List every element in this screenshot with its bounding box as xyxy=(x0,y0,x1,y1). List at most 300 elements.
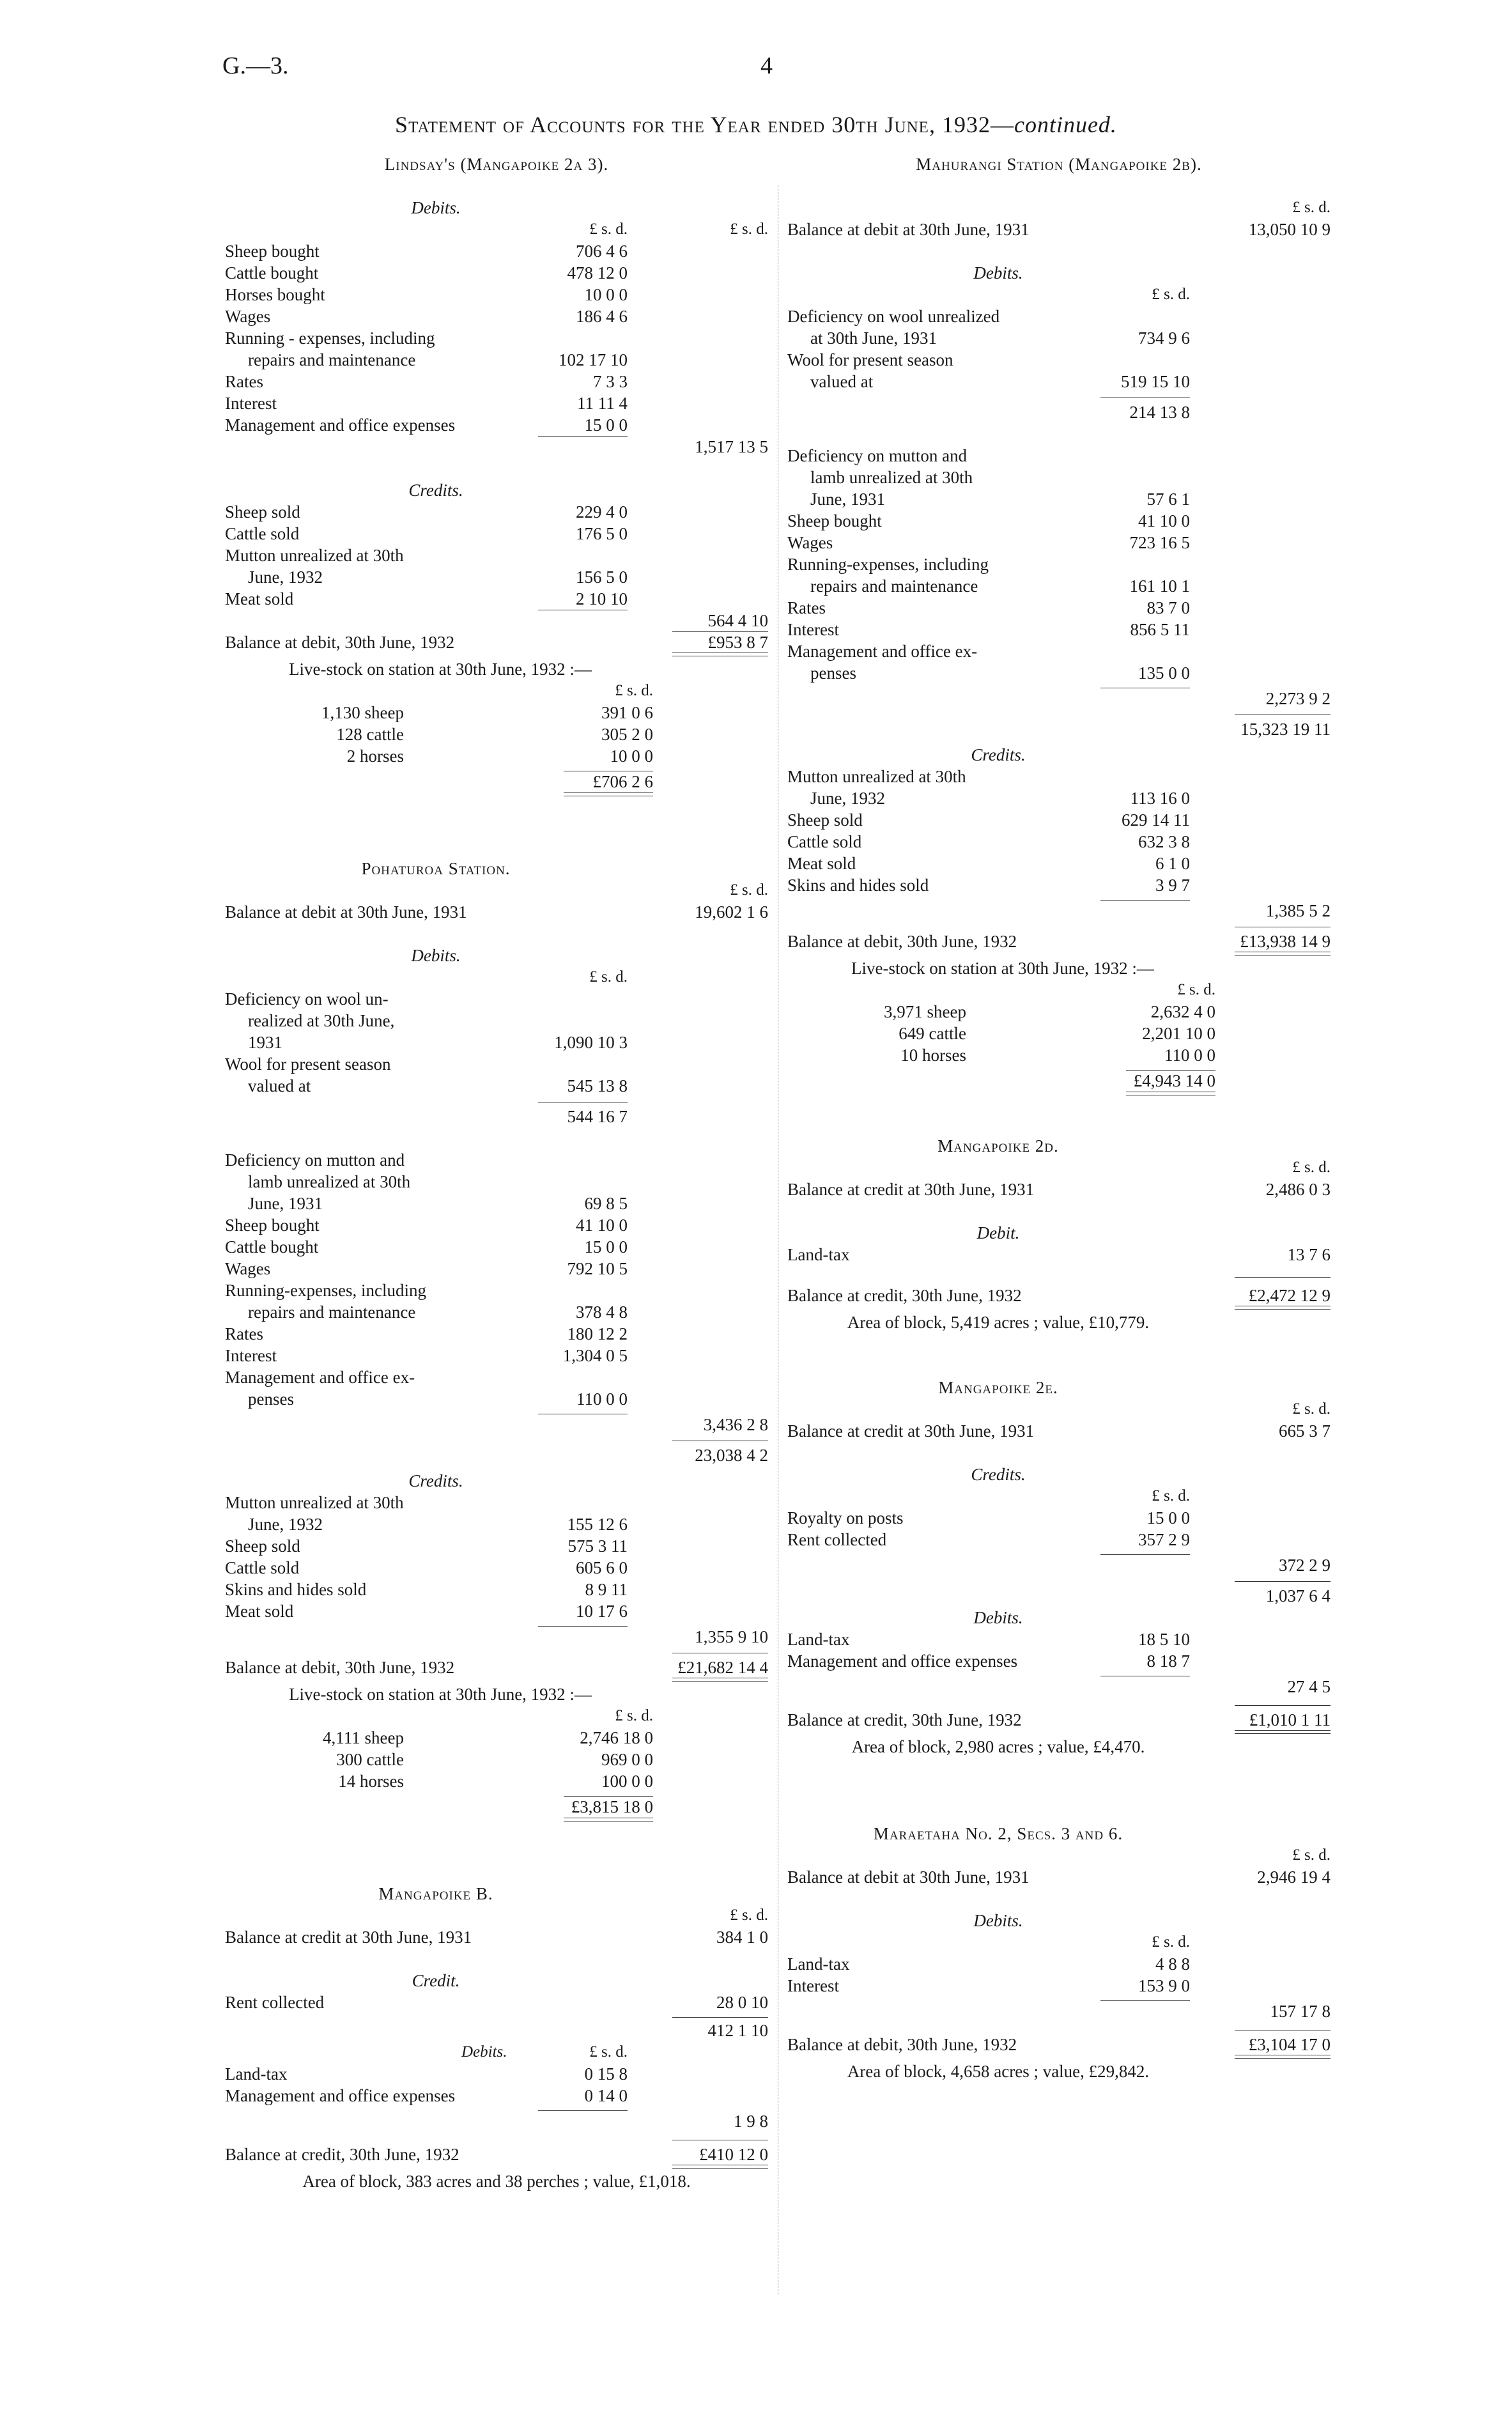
entry-row xyxy=(225,349,768,371)
mangapoike-2d-section xyxy=(787,1135,1331,1333)
entry-amount: 2,632 4 0 xyxy=(1150,1002,1215,1021)
entry-label: Deficiency on wool un- xyxy=(225,989,389,1009)
entry-row xyxy=(225,588,768,610)
section-title: Pohaturoa Station. xyxy=(361,859,511,878)
section-title: Maraetaha No. 2, Secs. 3 and 6. xyxy=(873,1824,1123,1843)
entry-row xyxy=(225,414,768,436)
wool-net-row: 544 16 7 xyxy=(225,1106,768,1127)
livestock-heading: Live-stock on station at 30th June, 1932 :— xyxy=(289,1685,592,1704)
entry-row xyxy=(787,1001,1331,1023)
balance-row: Balance at credit, 30th June, 1932 £410 12 0 xyxy=(225,2144,768,2165)
entry-row xyxy=(225,988,768,1010)
entry-amount: 229 4 0 xyxy=(576,502,628,522)
entry-amount: 15 0 0 xyxy=(584,415,628,435)
entry-amount: 734 9 6 xyxy=(1138,329,1190,348)
entry-amount: 8 18 7 xyxy=(1146,1651,1190,1671)
entry-amount: 4 8 8 xyxy=(1155,1954,1190,1974)
entry-amount: 110 0 0 xyxy=(1164,1046,1215,1065)
entry-label: Land-tax xyxy=(787,1630,850,1649)
entry-row xyxy=(787,1650,1331,1672)
entry-row xyxy=(225,523,768,545)
statement-title-continued: continued. xyxy=(1014,112,1117,137)
credits-total-row: 564 4 10 xyxy=(225,610,768,631)
entry-row xyxy=(225,1171,768,1193)
debit-rows xyxy=(787,1628,1331,1672)
credits-total-row: 372 2 9 xyxy=(787,1554,1331,1576)
entry-amount: 113 16 0 xyxy=(1130,789,1190,808)
entry-label: Wages xyxy=(225,1259,271,1278)
entry-row xyxy=(787,371,1331,392)
entry-row xyxy=(225,501,768,523)
entry-row xyxy=(225,1053,768,1075)
entry-label: Skins and hides sold xyxy=(225,1580,367,1599)
entry-amount: 10 0 0 xyxy=(584,285,628,304)
entry-amount: 605 6 0 xyxy=(576,1558,628,1577)
entry-label: 2 horses xyxy=(346,746,404,766)
entry-label: 300 cattle xyxy=(336,1750,404,1769)
entry-label: Cattle bought xyxy=(225,1237,319,1257)
entry-label: 1931 xyxy=(248,1033,282,1052)
entry-label: 128 cattle xyxy=(336,725,404,744)
debits-heading: Debits. xyxy=(411,946,461,965)
entry-row xyxy=(787,640,1331,662)
entry-amount: 41 10 0 xyxy=(576,1216,628,1235)
mangapoike-b-section xyxy=(225,1883,768,2192)
entry-label: Meat sold xyxy=(225,1602,294,1621)
entry-amount: 723 16 5 xyxy=(1129,533,1190,552)
opening-balance-row: Balance at debit at 30th June, 1931 2,946 19 4 xyxy=(787,1867,1331,1887)
entry-label: Land-tax xyxy=(225,2064,288,2084)
debit-rows xyxy=(225,240,768,436)
wool-net-row: 214 13 8 xyxy=(787,401,1331,423)
subtotal-row: 15,323 19 11 xyxy=(787,718,1331,740)
entry-row xyxy=(787,510,1331,532)
entry-amount: 3 9 7 xyxy=(1155,876,1190,895)
entry-label: Mutton unrealized at 30th xyxy=(225,1493,404,1512)
livestock-column-header: £ s. d. xyxy=(615,682,653,699)
credit-rows xyxy=(787,766,1331,896)
entry-row xyxy=(225,1535,768,1557)
credit-rows xyxy=(225,1492,768,1622)
balance-row: Balance at credit, 30th June, 1932 £1,010 1 11 xyxy=(787,1709,1331,1731)
entry-amount: 6 1 0 xyxy=(1155,854,1190,873)
subtotal-row: 412 1 10 xyxy=(225,2020,768,2041)
column-header: £ s. d. £ s. d. xyxy=(589,220,768,238)
credits-heading: Credits. xyxy=(971,1465,1026,1484)
entry-amount: 15 0 0 xyxy=(584,1237,628,1257)
entry-amount: 478 12 0 xyxy=(567,263,628,282)
page-number: 4 xyxy=(760,52,773,79)
entry-label: Management and office ex- xyxy=(225,1368,415,1387)
entry-label: 4,111 sheep xyxy=(323,1728,404,1747)
livestock-total-row: £706 2 6 xyxy=(225,771,768,793)
statement-title-main: Statement of Accounts for the Year ended 30th June, 1932— xyxy=(395,112,1014,137)
entry-label: June, 1931 xyxy=(248,1194,323,1213)
entry-amount: 57 6 1 xyxy=(1146,490,1190,509)
opening-balance-row: Balance at credit at 30th June, 1931 384 1 0 xyxy=(225,1928,768,1947)
balance-row: Balance at debit, 30th June, 1932 £3,104 17 0 xyxy=(787,2034,1331,2055)
entry-row xyxy=(225,1010,768,1032)
entry-label: Interest xyxy=(787,1976,839,1995)
entry-label: Land-tax xyxy=(787,1954,850,1974)
entry-amount: 41 10 0 xyxy=(1138,511,1190,530)
entry-amount: 357 2 9 xyxy=(1138,1530,1190,1549)
entry-label: Horses bought xyxy=(225,285,325,304)
entry-label: lamb unrealized at 30th xyxy=(248,1172,411,1191)
area-note: Area of block, 2,980 acres ; value, £4,470. xyxy=(851,1737,1145,1756)
entry-label: Deficiency on mutton and xyxy=(787,446,968,465)
column-header: £ s. d. xyxy=(1292,1159,1331,1176)
entry-label: lamb unrealized at 30th xyxy=(810,468,973,487)
debit-rows-2 xyxy=(225,1149,768,1410)
entry-row xyxy=(225,327,768,349)
entry-row xyxy=(225,1770,768,1792)
entry-label: Interest xyxy=(787,620,839,639)
entry-amount: 706 4 6 xyxy=(576,242,628,261)
entry-label: Cattle sold xyxy=(225,524,300,543)
entry-label: repairs and maintenance xyxy=(248,350,416,369)
entry-row xyxy=(225,1323,768,1345)
entry-row xyxy=(225,702,768,723)
debits-heading: Debits. xyxy=(973,263,1023,282)
entry-amount: 11 11 4 xyxy=(577,394,628,413)
pohaturoa-section xyxy=(225,858,768,1818)
rent-row: Rent collected 28 0 10 xyxy=(225,1993,768,2012)
entry-label: June, 1932 xyxy=(248,568,323,587)
livestock-rows xyxy=(225,702,768,767)
livestock-column-header: £ s. d. xyxy=(1177,981,1215,998)
landtax-row: Land-tax 13 7 6 xyxy=(787,1245,1331,1264)
entry-row xyxy=(225,262,768,284)
entry-row xyxy=(225,1301,768,1323)
opening-balance-row: Balance at debit at 30th June, 1931 19,602 1 6 xyxy=(225,902,768,922)
entry-label: 1,130 sheep xyxy=(321,703,404,722)
entry-label: repairs and maintenance xyxy=(810,576,978,596)
debits-total-row: 1 9 8 xyxy=(225,2110,768,2132)
credit-heading: Credit. xyxy=(412,1971,460,1990)
opening-balance-row: Balance at credit at 30th June, 1931 2,486 0 3 xyxy=(787,1180,1331,1199)
entry-row xyxy=(225,1727,768,1749)
debits-total-row: 27 4 5 xyxy=(787,1676,1331,1697)
entry-row xyxy=(225,1557,768,1579)
mahurangi-section xyxy=(787,153,1331,1092)
entry-amount: 186 4 6 xyxy=(576,307,628,326)
maraetaha-section xyxy=(787,1823,1331,2082)
debit-rows xyxy=(787,1931,1331,1997)
entry-row xyxy=(787,853,1331,874)
entry-label: Cattle sold xyxy=(787,832,862,851)
debits-heading: Debits. xyxy=(973,1608,1023,1627)
entry-amount: 792 10 5 xyxy=(567,1259,628,1278)
entry-row xyxy=(225,1492,768,1513)
entry-amount: 155 12 6 xyxy=(567,1515,628,1534)
entry-row xyxy=(787,553,1331,575)
entry-label: Meat sold xyxy=(787,854,856,873)
entry-row xyxy=(787,809,1331,831)
entry-label: penses xyxy=(248,1389,294,1409)
entry-row xyxy=(225,545,768,566)
entry-row xyxy=(225,1345,768,1366)
entry-row xyxy=(225,2063,768,2085)
entry-amount: 856 5 11 xyxy=(1130,620,1190,639)
entry-amount: 0 14 0 xyxy=(584,2086,628,2105)
entry-row xyxy=(787,619,1331,640)
entry-row xyxy=(225,1280,768,1301)
credit-rows xyxy=(787,1485,1331,1550)
entry-row xyxy=(787,1975,1331,1997)
entry-label: Management and office ex- xyxy=(787,642,978,661)
entry-label: June, 1931 xyxy=(810,490,885,509)
entry-label: Mutton unrealized at 30th xyxy=(225,546,404,565)
entry-amount: 10 17 6 xyxy=(576,1602,628,1621)
debits-heading: Debits. xyxy=(411,198,461,217)
livestock-column-header: £ s. d. xyxy=(615,1707,653,1724)
statement-title xyxy=(0,114,1512,135)
entry-row xyxy=(787,488,1331,510)
opening-balance-row: Balance at debit at 30th June, 1931 13,050 10 9 xyxy=(787,220,1331,239)
section-title: Lindsay's (Mangapoike 2a 3). xyxy=(384,155,609,174)
entry-label: Rates xyxy=(225,1324,263,1343)
entry-row xyxy=(225,1075,768,1097)
column-header: £ s. d. xyxy=(1292,1846,1331,1864)
balance-row: Balance at debit, 30th June, 1932 £21,682 14 4 xyxy=(225,1657,768,1678)
balance-row: Balance at debit, 30th June, 1932 £953 8 7 xyxy=(225,631,768,653)
entry-amount: 100 0 0 xyxy=(601,1772,653,1791)
entry-label: valued at xyxy=(810,372,874,391)
entry-amount: 161 10 1 xyxy=(1129,576,1190,596)
entry-label: Sheep sold xyxy=(787,810,863,830)
entry-row xyxy=(787,1507,1331,1529)
entry-row xyxy=(225,2085,768,2107)
entry-row xyxy=(787,874,1331,896)
entry-label: penses xyxy=(810,663,856,683)
entry-label: 14 horses xyxy=(338,1772,404,1791)
entry-label: 10 horses xyxy=(900,1046,966,1065)
entry-amount: 632 3 8 xyxy=(1138,832,1190,851)
entry-row xyxy=(225,1749,768,1770)
livestock-heading: Live-stock on station at 30th June, 1932 :— xyxy=(851,959,1154,978)
entry-label: Sheep sold xyxy=(225,502,300,522)
livestock-rows xyxy=(787,1001,1331,1066)
entry-row xyxy=(787,597,1331,619)
entry-label: Sheep bought xyxy=(225,242,320,261)
entry-row xyxy=(787,305,1331,327)
column-header: £ s. d. xyxy=(1152,286,1190,303)
entry-label: at 30th June, 1931 xyxy=(810,329,937,348)
entry-label: repairs and maintenance xyxy=(248,1303,416,1322)
entry-row xyxy=(225,1513,768,1535)
entry-label: Running - expenses, including xyxy=(225,329,435,348)
section-title: Mahurangi Station (Mangapoike 2b). xyxy=(916,155,1202,174)
subtotal-row: 23,038 4 2 xyxy=(225,1444,768,1466)
livestock-rows xyxy=(225,1727,768,1792)
entry-row xyxy=(787,327,1331,349)
entry-label: Sheep bought xyxy=(787,511,882,530)
entry-amount: 153 9 0 xyxy=(1138,1976,1190,1995)
entry-row xyxy=(787,349,1331,371)
entry-amount: 629 14 11 xyxy=(1122,810,1190,830)
debits-total-row: 157 17 8 xyxy=(787,2000,1331,2022)
entry-row xyxy=(225,1366,768,1388)
entry-amount: 305 2 0 xyxy=(601,725,653,744)
livestock-heading: Live-stock on station at 30th June, 1932 :— xyxy=(289,660,592,679)
entry-row xyxy=(225,1032,768,1053)
entry-row xyxy=(225,745,768,767)
debits-total-row: 1,517 13 5 xyxy=(225,436,768,458)
entry-row xyxy=(225,1600,768,1622)
debit-rows xyxy=(225,966,768,1097)
entry-amount: 1,304 0 5 xyxy=(562,1346,628,1365)
entry-label: 3,971 sheep xyxy=(884,1002,966,1021)
credits-heading: Credits. xyxy=(408,481,463,500)
entry-row xyxy=(225,723,768,745)
entry-label: Wool for present season xyxy=(225,1055,391,1074)
entry-row xyxy=(787,662,1331,684)
entry-row xyxy=(787,467,1331,488)
entry-label: Interest xyxy=(225,394,277,413)
entry-row xyxy=(787,831,1331,853)
entry-amount: 110 0 0 xyxy=(576,1389,628,1409)
entry-label: Royalty on posts xyxy=(787,1508,904,1527)
entry-row xyxy=(225,1258,768,1280)
credits-total-row: 1,355 9 10 xyxy=(225,1626,768,1648)
debit-rows xyxy=(787,284,1331,392)
entry-label: Wool for present season xyxy=(787,350,953,369)
entry-amount: 15 0 0 xyxy=(1146,1508,1190,1527)
section-title: Mangapoike 2d. xyxy=(937,1136,1059,1156)
left-column xyxy=(225,153,768,2192)
entry-label: June, 1932 xyxy=(248,1515,323,1534)
entry-amount: 2 10 10 xyxy=(576,589,628,608)
entry-label: Sheep sold xyxy=(225,1536,300,1556)
entry-amount: 102 17 10 xyxy=(559,350,628,369)
entry-row xyxy=(787,1953,1331,1975)
entry-label: Deficiency on wool unrealized xyxy=(787,307,1000,326)
entry-row xyxy=(225,392,768,414)
entry-label: Rates xyxy=(787,598,826,617)
entry-label: Deficiency on mutton and xyxy=(225,1150,405,1170)
mangapoike-2e-section xyxy=(787,1377,1331,1758)
livestock-total-row: £4,943 14 0 xyxy=(787,1070,1331,1092)
entry-row xyxy=(225,1149,768,1171)
debits-heading-row: Debits. £ s. d. xyxy=(461,2043,628,2061)
entry-amount: 1,090 10 3 xyxy=(554,1033,628,1052)
column-header: £ s. d. xyxy=(1292,199,1331,216)
column-header: £ s. d. xyxy=(1152,1487,1190,1504)
entry-amount: 180 12 2 xyxy=(567,1324,628,1343)
debit-rows xyxy=(225,2063,768,2107)
entry-label: Rates xyxy=(225,372,263,391)
page-code: G.—3. xyxy=(222,52,289,79)
entry-row xyxy=(787,1529,1331,1550)
entry-amount: 575 3 11 xyxy=(567,1536,628,1556)
entry-amount: 156 5 0 xyxy=(576,568,628,587)
entry-amount: 2,201 10 0 xyxy=(1142,1024,1215,1043)
entry-label: valued at xyxy=(248,1076,311,1095)
entry-row xyxy=(787,1023,1331,1044)
entry-amount: 83 7 0 xyxy=(1146,598,1190,617)
entry-label: Rent collected xyxy=(787,1530,887,1549)
section-title: Mangapoike 2e. xyxy=(938,1378,1058,1397)
livestock-total-row: £3,815 18 0 xyxy=(225,1796,768,1818)
area-note: Area of block, 383 acres and 38 perches ; value, £1,018. xyxy=(302,2172,691,2191)
entry-label: realized at 30th June, xyxy=(248,1011,395,1030)
debits-total-row: 2,273 9 2 xyxy=(787,688,1331,709)
entry-amount: 176 5 0 xyxy=(576,524,628,543)
entry-label: Management and office expenses xyxy=(225,415,456,435)
credit-rows xyxy=(225,501,768,610)
entry-row xyxy=(225,305,768,327)
credits-total-row: 1,385 5 2 xyxy=(787,900,1331,922)
entry-amount: 969 0 0 xyxy=(601,1750,653,1769)
entry-amount: 2,746 18 0 xyxy=(580,1728,653,1747)
balance-row: Balance at debit, 30th June, 1932 £13,938 14 9 xyxy=(787,931,1331,952)
entry-row xyxy=(225,1193,768,1214)
entry-row xyxy=(787,1044,1331,1066)
entry-label: 649 cattle xyxy=(899,1024,966,1043)
debits-total-row: 3,436 2 8 xyxy=(225,1414,768,1435)
entry-amount: 69 8 5 xyxy=(584,1194,628,1213)
opening-balance-row: Balance at credit at 30th June, 1931 665 3 7 xyxy=(787,1421,1331,1441)
entry-row xyxy=(225,240,768,262)
entry-row xyxy=(787,766,1331,787)
entry-row xyxy=(787,1628,1331,1650)
credits-heading: Credits. xyxy=(408,1471,463,1490)
right-column xyxy=(787,153,1331,2082)
entry-row xyxy=(787,787,1331,809)
entry-label: Mutton unrealized at 30th xyxy=(787,767,966,786)
lindsay-section xyxy=(225,153,768,793)
entry-amount: 135 0 0 xyxy=(1138,663,1190,683)
entry-label: June, 1932 xyxy=(810,789,885,808)
area-note: Area of block, 4,658 acres ; value, £29,842. xyxy=(847,2062,1150,2081)
entry-row xyxy=(787,445,1331,467)
entry-amount: 7 3 3 xyxy=(593,372,628,391)
section-title: Mangapoike B. xyxy=(378,1884,493,1903)
entry-label: Running-expenses, including xyxy=(787,555,989,574)
debit-rows-2 xyxy=(787,445,1331,684)
column-header: £ s. d. xyxy=(730,881,768,899)
entry-row xyxy=(225,1236,768,1258)
entry-amount: 10 0 0 xyxy=(610,746,653,766)
entry-label: Management and office expenses xyxy=(787,1651,1018,1671)
entry-row xyxy=(225,284,768,305)
entry-label: Running-expenses, including xyxy=(225,1281,426,1300)
entry-row xyxy=(225,1214,768,1236)
entry-label: Skins and hides sold xyxy=(787,876,929,895)
entry-row xyxy=(225,1388,768,1410)
debit-heading: Debit. xyxy=(976,1223,1020,1242)
entry-amount: 8 9 11 xyxy=(585,1580,628,1599)
entry-row xyxy=(787,532,1331,553)
entry-row xyxy=(225,566,768,588)
debits-heading: Debits. xyxy=(973,1911,1023,1930)
entry-amount: 545 13 8 xyxy=(567,1076,628,1095)
entry-amount: 378 4 8 xyxy=(576,1303,628,1322)
entry-label: Cattle sold xyxy=(225,1558,300,1577)
entry-label: Cattle bought xyxy=(225,263,319,282)
column-header: £ s. d. xyxy=(589,968,628,986)
entry-label: Interest xyxy=(225,1346,277,1365)
entry-label: Wages xyxy=(225,307,271,326)
entry-amount: 519 15 10 xyxy=(1121,372,1190,391)
entry-row xyxy=(787,575,1331,597)
column-header: £ s. d. xyxy=(730,1906,768,1924)
credits-heading: Credits. xyxy=(971,745,1026,764)
entry-label: Management and office expenses xyxy=(225,2086,456,2105)
entry-label: Meat sold xyxy=(225,589,294,608)
entry-amount: 18 5 10 xyxy=(1138,1630,1190,1649)
